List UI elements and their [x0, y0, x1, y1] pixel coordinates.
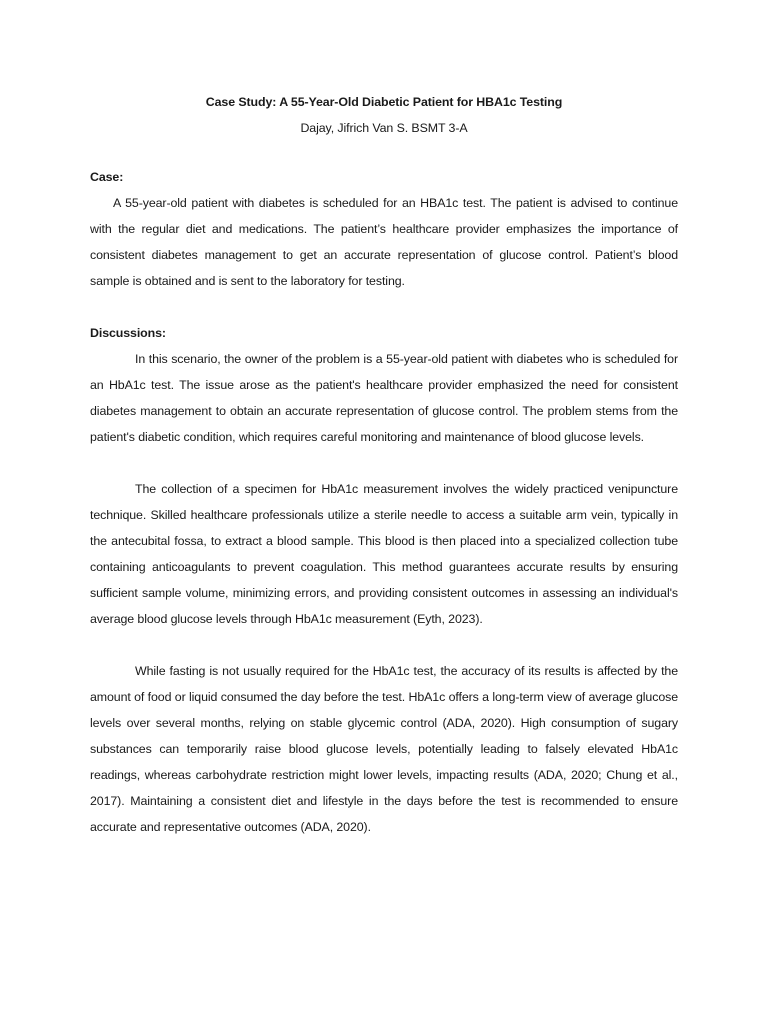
paragraph-spacer [90, 450, 678, 476]
discussion-paragraph-3: While fasting is not usually required for the HbA1c test, the accuracy of its results is affected by the amount of food or liquid consumed the day before the test. HbA1c offers a long-term view of average glucose levels over several months, relying on stable glycemic control (ADA, 2020). High consumption of sugary substances can temporarily raise blood glucose levels, potentially leading to falsely elevated HbA1c readings, whereas carbohydrate restriction might lower levels, impacting results (ADA, 2020; Chung et al., 2017). Maintaining a consistent diet and lifestyle in the days before the test is recommended to ensure accurate and representative outcomes (ADA, 2020). [90, 664, 678, 834]
document-body [90, 92, 678, 840]
discussion-paragraph-1: In this scenario, the owner of the problem is a 55-year-old patient with diabetes who is scheduled for an HbA1c test. The issue arose as the patient's healthcare provider emphasized the need for consistent diabetes management to obtain an accurate representation of glucose control. The problem stems from the patient's diabetic condition, which requires careful monitoring and maintenance of blood glucose levels. [90, 352, 678, 444]
discussion-paragraph-2: The collection of a specimen for HbA1c measurement involves the widely practiced venipuncture technique. Skilled healthcare professionals utilize a sterile needle to access a suitable arm vein, typically in the antecubital fossa, to extract a blood sample. This blood is then placed into a specialized collection tube containing anticoagulants to prevent coagulation. This method guarantees accurate results by ensuring sufficient sample volume, minimizing errors, and providing consistent outcomes in assessing an individual's average blood glucose levels through HbA1c measurement (Eyth, 2023). [90, 482, 678, 626]
case-heading: Case: [90, 170, 124, 184]
author-line: Dajay, Jifrich Van S. BSMT 3-A [300, 121, 468, 135]
paragraph-spacer [90, 632, 678, 658]
case-paragraph: A 55-year-old patient with diabetes is scheduled for an HBA1c test. The patient is advised to continue with the regular diet and medications. The patient’s healthcare provider emphasizes the importance of consistent diabetes management to get an accurate representation of glucose control. Patient’s blood sample is obtained and is sent to the laboratory for testing. [90, 196, 678, 288]
document-title: Case Study: A 55-Year-Old Diabetic Patient for HBA1c Testing [205, 95, 563, 109]
discussions-heading: Discussions: [90, 326, 166, 340]
